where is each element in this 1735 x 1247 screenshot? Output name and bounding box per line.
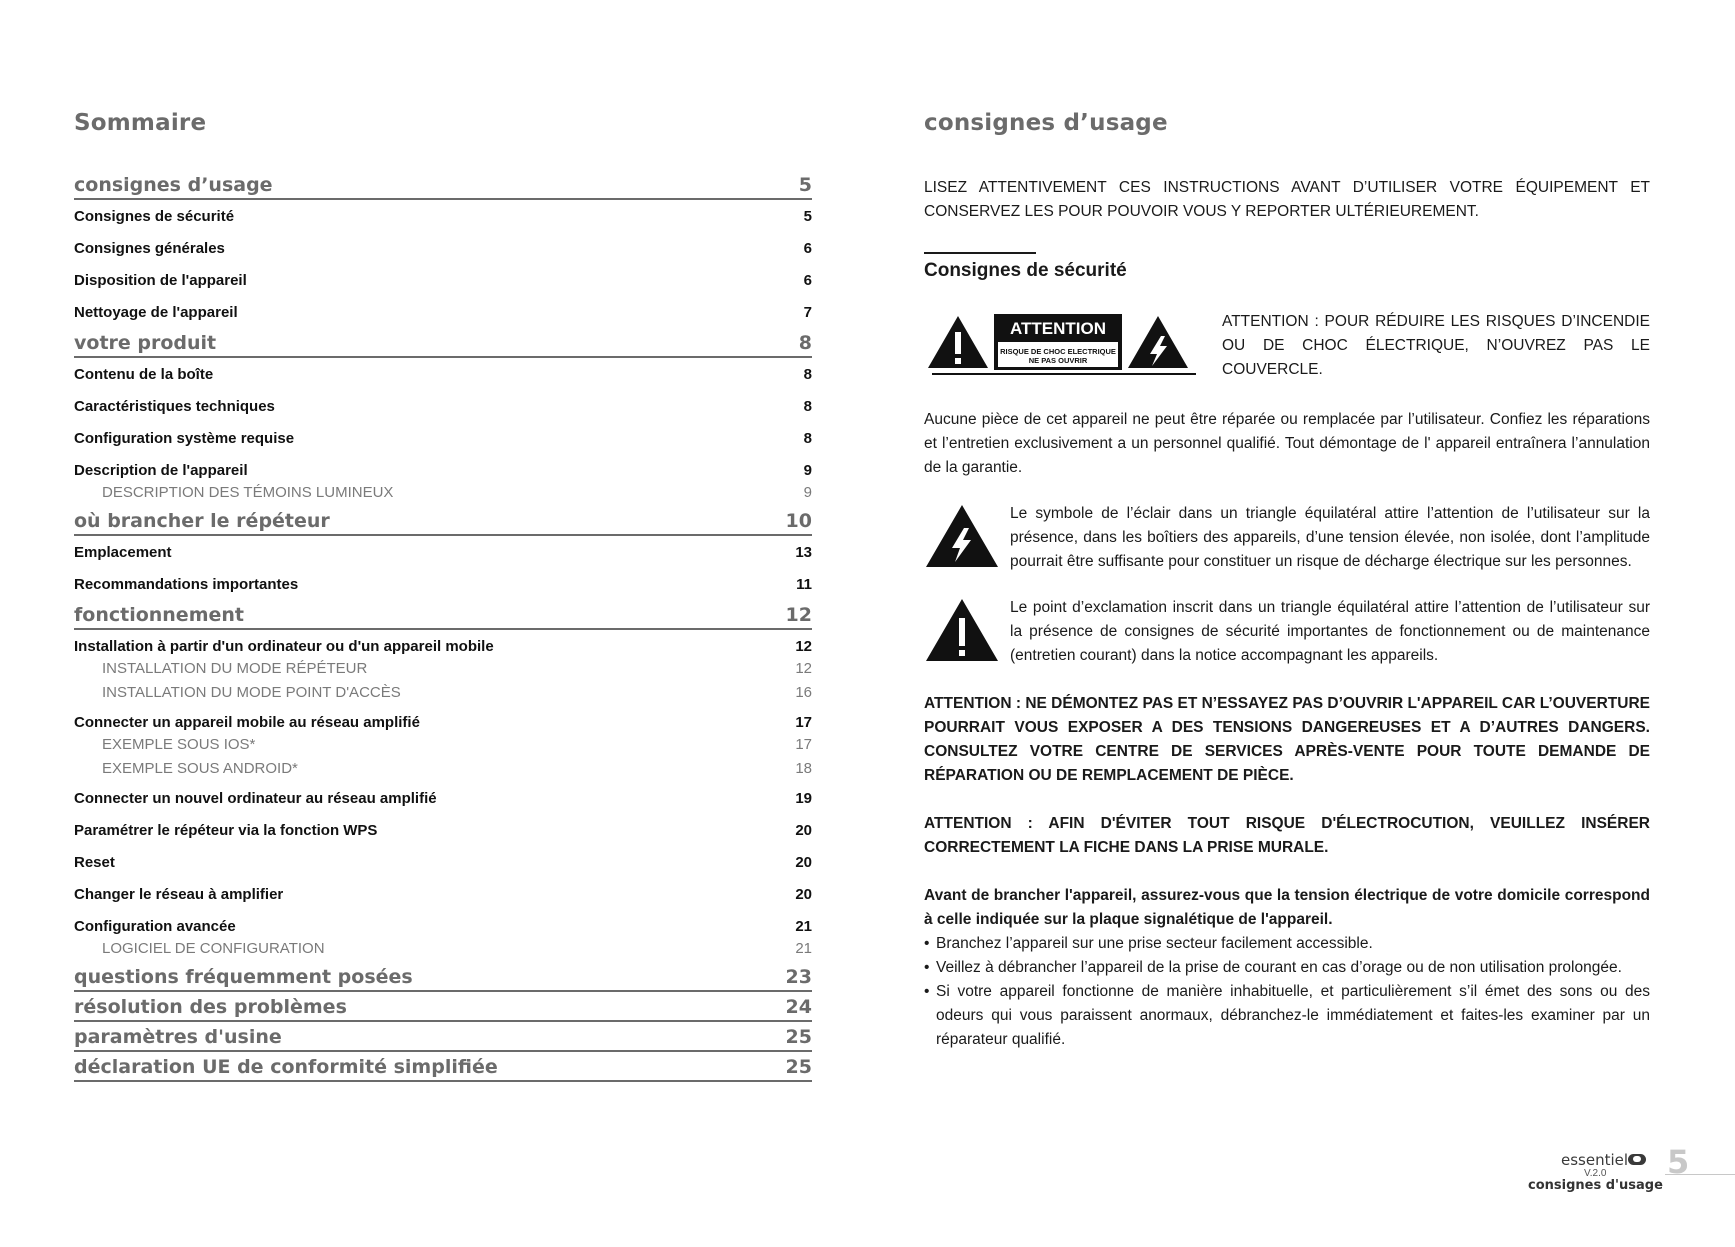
toc-page-number: 20 [795,885,812,903]
toc-label: Caractéristiques techniques [74,397,275,415]
repair-paragraph: Aucune pièce de cet appareil ne peut être réparée ou remplacée par l’utilisateur. Confiez les réparations et l’entretien exclusivement a un personnel qualifié. Tout démontage de l' appareil entraînera l’annulation de la garantie. [924,411,1650,476]
subheading-rule [924,252,1036,254]
toc-subentry [74,656,812,680]
toc-label: Changer le réseau à amplifier [74,885,284,903]
intro-text: LISEZ ATTENTIVEMENT CES INSTRUCTIONS AVANT D’UTILISER VOTRE ÉQUIPEMENT ET CONSERVEZ LES POUR POUVOIR VOUS Y REPORTER ULTÉRIEUREMENT. [924,179,1650,220]
bullet-item: • Branchez l’appareil sur une prise secteur facilement accessible. [924,932,1650,956]
toc-entry [74,390,812,422]
toc-subentry [74,936,812,960]
toc-page-number: 20 [795,821,812,839]
toc-label: Description de l'appareil [74,461,248,479]
warning-dismantle: ATTENTION : NE DÉMONTEZ PAS ET N’ESSAYEZ PAS D’OUVRIR L'APPAREIL CAR L’OUVERTURE POURRAIT VOUS EXPOSER A DES TENSIONS DANGEREUSES ET A D’AUTRES DANGERS. CONSULTEZ VOTRE CENTRE DE SERVICES APRÈS-VENTE POUR TOUTE DEMANDE DE RÉPARATION OU DE REMPLACEMENT DE PIÈCE. [924,695,1650,784]
toc-page-number: 6 [803,271,812,289]
toc-page-number: 16 [795,683,812,701]
toc-subentry [74,680,812,704]
toc-label: LOGICIEL DE CONFIGURATION [102,939,325,957]
toc-page-number: 5 [798,174,812,196]
toc-section-heading [74,328,812,358]
toc-page-number: 21 [795,939,812,957]
toc-label: INSTALLATION DU MODE RÉPÉTEUR [102,659,368,677]
attention-sticker-icon [924,312,1202,376]
attention-label-graphic [924,312,1202,376]
toc-page-number: 20 [795,853,812,871]
safety-bullets [924,932,1650,1052]
toc-entry [74,846,812,878]
footer-section: consignes d'usage [1528,1178,1663,1193]
warning-exclamation-icon [924,596,1000,664]
toc-label: Disposition de l'appareil [74,271,247,289]
toc-label: paramètres d'usine [74,1026,282,1048]
exclamation-paragraph: Le point d’exclamation inscrit dans un triangle équilatéral attire l’attention de l’utilisateur sur la présence de consignes de sécurité importantes de fonctionnement ou de maintenance (entretien courant) dans la notice accompagnant les appareils. [1010,599,1650,664]
toc-page-number: 9 [803,483,812,501]
toc-subentry [74,732,812,756]
toc-label: Consignes de sécurité [74,207,235,225]
toc-section-heading [74,992,812,1022]
toc-page-number: 12 [785,604,812,626]
toc-page-number: 25 [785,1026,812,1048]
toc-section-heading [74,506,812,536]
toc-page-number: 13 [795,543,812,561]
toc-label: Connecter un appareil mobile au réseau amplifié [74,713,420,731]
toc-section-heading [74,1022,812,1052]
toc-entry [74,422,812,454]
toc-label: EXEMPLE SOUS ANDROID* [102,759,298,777]
toc-entry [74,264,812,296]
toc-page-number: 12 [795,659,812,677]
footer-rule [1665,1174,1735,1175]
toc-label: Paramétrer le répéteur via la fonction WPS [74,821,378,839]
footer-brand: essentiel [1561,1151,1629,1169]
toc-label: fonctionnement [74,604,244,626]
voltage-paragraph: Avant de brancher l'appareil, assurez-vous que la tension électrique de votre domicile correspond à celle indiquée sur la plaque signalétique de l'appareil. [924,887,1650,928]
toc-label: Installation à partir d'un ordinateur ou d'un appareil mobile [74,637,494,655]
right-page [924,110,1650,1052]
toc-page-number: 6 [803,239,812,257]
toc-page-number: 8 [803,365,812,383]
attention-sub2: NE PAS OUVRIR [1028,356,1088,365]
toc-page-number: 8 [803,397,812,415]
toc-label: Configuration système requise [74,429,295,447]
left-page [74,110,812,1082]
toc-entry [74,878,812,910]
toc-page-number: 17 [795,735,812,753]
attention-label: ATTENTION [1009,319,1107,338]
toc-page-number: 25 [785,1056,812,1078]
toc-label: Reset [74,853,115,871]
toc-label: DESCRIPTION DES TÉMOINS LUMINEUX [102,483,394,501]
toc-page-number: 17 [795,713,812,731]
toc-section-heading [74,1052,812,1082]
toc-label: où brancher le répéteur [74,510,330,532]
toc-page-number: 11 [796,575,812,593]
toc-page-number: 23 [785,966,812,988]
toc-section-heading [74,962,812,992]
toc-page-number: 9 [803,461,812,479]
table-of-contents [74,170,812,1082]
toc-label: Recommandations importantes [74,575,299,593]
sommaire-title: Sommaire [74,110,207,136]
toc-label: EXEMPLE SOUS IOS* [102,735,256,753]
toc-label: Contenu de la boîte [74,365,214,383]
toc-page-number: 19 [795,789,812,807]
toc-entry [74,296,812,328]
toc-page-number: 21 [795,917,812,935]
toc-page-number: 7 [803,303,812,321]
essentielb-logo-icon [1628,1154,1646,1165]
toc-label: questions fréquemment posées [74,966,413,988]
toc-label: résolution des problèmes [74,996,347,1018]
toc-entry [74,232,812,264]
toc-label: Configuration avancée [74,917,236,935]
toc-page-number: 12 [795,637,812,655]
toc-label: déclaration UE de conformité simplifiée [74,1056,498,1078]
section-title: consignes d’usage [924,110,1168,136]
lightning-row [924,502,1650,574]
bullet-item: • Si votre appareil fonctionne de manière inhabituelle, et particulièrement s’il émet des sons ou des odeurs qui vous paraissent anormaux, débranchez-le immédiatement et faites-les examiner par un réparateur qualifié. [924,980,1650,1052]
toc-subentry [74,756,812,780]
toc-page-number: 18 [795,759,812,777]
footer-version: V.2.0 [1584,1168,1607,1179]
toc-page-number: 5 [803,207,812,225]
toc-entry [74,200,812,232]
toc-label: INSTALLATION DU MODE POINT D'ACCÈS [102,683,401,701]
toc-label: Connecter un nouvel ordinateur au réseau amplifié [74,789,437,807]
toc-entry [74,814,812,846]
subheading-securite: Consignes de sécurité [924,260,1127,281]
toc-section-heading [74,170,812,200]
toc-label: votre produit [74,332,217,354]
toc-label: consignes d’usage [74,174,273,196]
toc-entry [74,358,812,390]
toc-subentry [74,480,812,504]
toc-page-number: 24 [785,996,812,1018]
attention-block [924,312,1650,382]
toc-label: Nettoyage de l'appareil [74,303,238,321]
attention-text: ATTENTION : POUR RÉDUIRE LES RISQUES D’INCENDIE OU DE CHOC ÉLECTRIQUE, N’OUVREZ PAS LE COUVERCLE. [1222,313,1650,378]
toc-label: Consignes générales [74,239,225,257]
lightning-paragraph: Le symbole de l’éclair dans un triangle équilatéral attire l’attention de l’utilisateur sur la présence, dans les boîtiers des appareils, d’une tension élevée, non isolée, dont l’amplitude pourrait être suffisante pour constituer un risque de décharge électrique sur les personnes. [1010,505,1650,570]
bullet-item: • Veillez à débrancher l’appareil de la prise de courant en cas d’orage ou de non utilisation prolongée. [924,956,1650,980]
toc-page-number: 10 [785,510,812,532]
toc-section-heading [74,600,812,630]
toc-page-number: 8 [803,429,812,447]
exclamation-row [924,596,1650,668]
toc-entry [74,782,812,814]
toc-page-number: 8 [798,332,812,354]
toc-label: Emplacement [74,543,172,561]
footer-page-number: 5 [1667,1143,1690,1181]
attention-sub1: RISQUE DE CHOC ELECTRIQUE [1000,347,1116,356]
toc-entry [74,568,812,600]
toc-entry [74,536,812,568]
warning-electrocution: ATTENTION : AFIN D'ÉVITER TOUT RISQUE D'ÉLECTROCUTION, VEUILLEZ INSÉRER CORRECTEMENT LA FICHE DANS LA PRISE MURALE. [924,815,1650,856]
warning-lightning-icon [924,502,1000,570]
